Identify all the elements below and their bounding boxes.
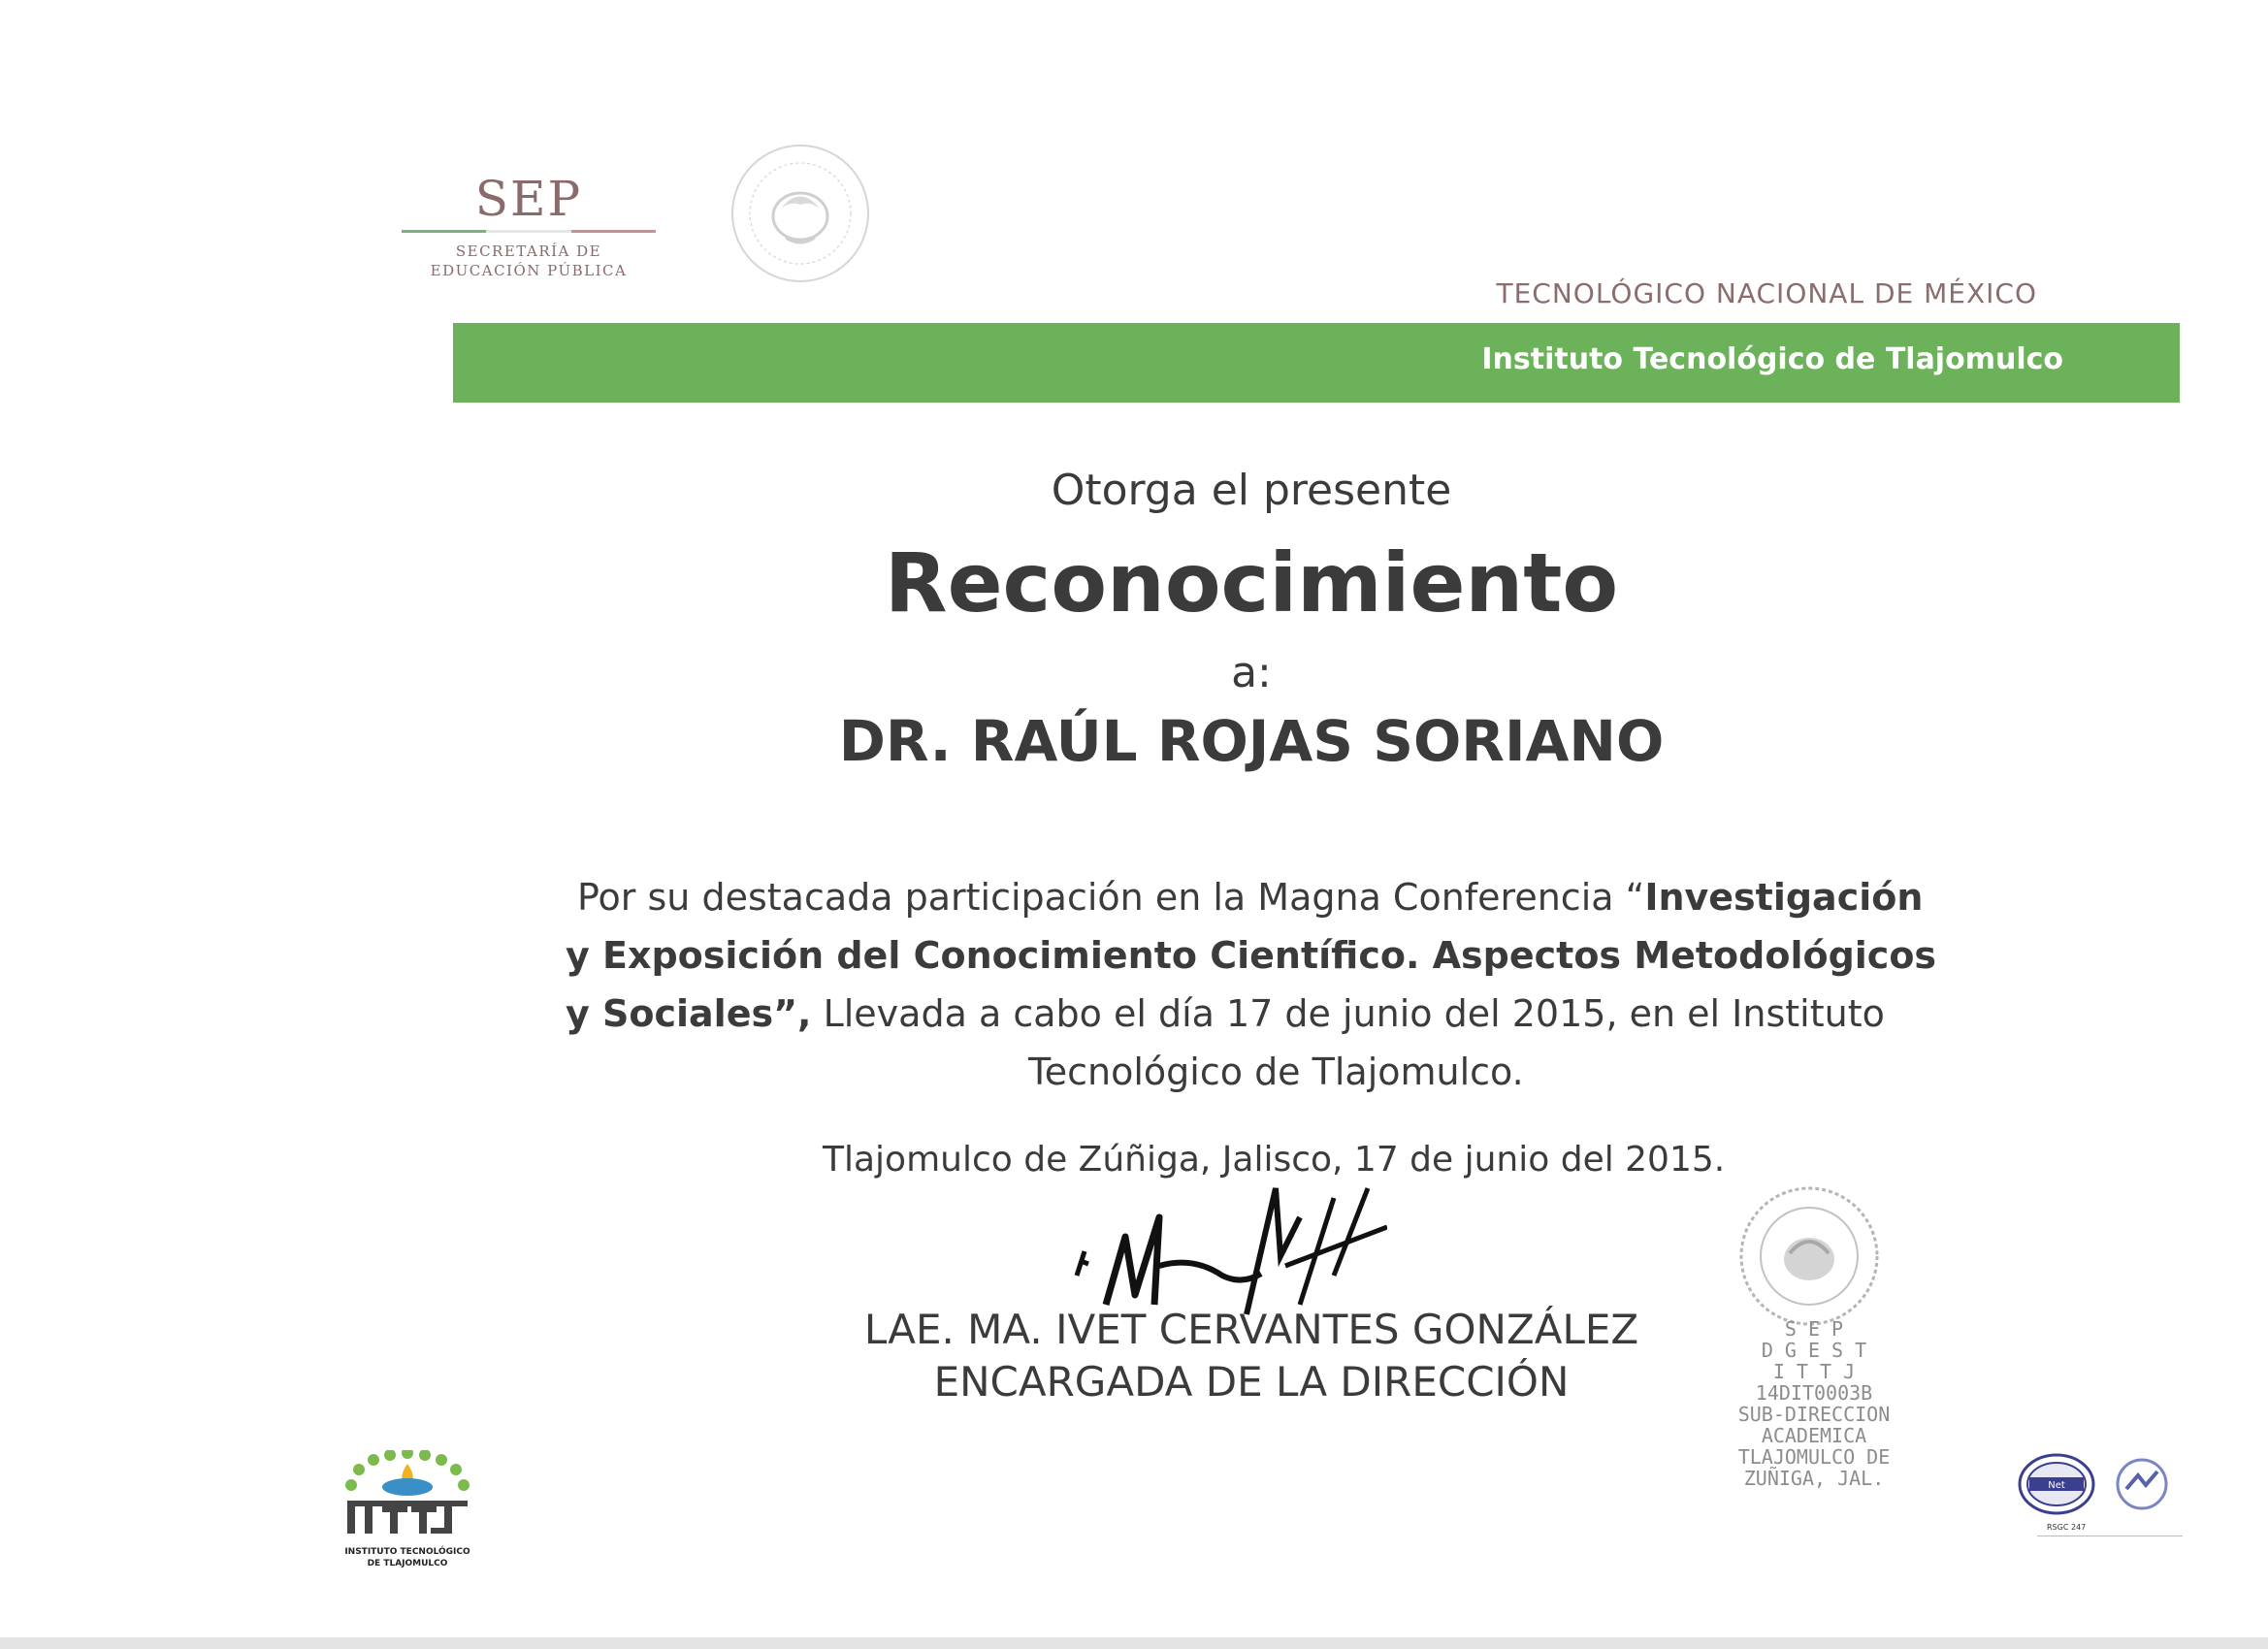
- sep-rule-white: [486, 230, 571, 233]
- sep-subtitle-line1: SECRETARÍA DE: [455, 242, 602, 260]
- stamp-line-7: TLAJOMULCO DE: [1737, 1445, 1891, 1469]
- ittj-logo: [330, 1450, 485, 1576]
- sep-subtitle-line2: EDUCACIÓN PÚBLICA: [430, 262, 628, 279]
- cert-fineprint: [2037, 1536, 2183, 1554]
- handwritten-signature: [1067, 1159, 1387, 1324]
- body-line-2-bold: y Exposición del Conocimiento Científico. Aspectos Metodológicos: [566, 934, 1937, 977]
- network-name: TECNOLÓGICO NACIONAL DE MÉXICO: [1496, 277, 2037, 309]
- body-line-1-bold: Investigación: [1644, 876, 1924, 919]
- sep-rule-green: [402, 230, 486, 233]
- recipient-prefix: a:: [1231, 648, 1272, 697]
- honoree-name: DR. RAÚL ROJAS SORIANO: [838, 708, 1665, 774]
- stamp-line-8: ZUÑIGA, JAL.: [1743, 1467, 1885, 1490]
- sep-acronym: SEP: [474, 171, 583, 227]
- body-line-3-bold: y Sociales”,: [566, 992, 812, 1035]
- institute-band: [453, 323, 2180, 403]
- intro-text: Otorga el presente: [1051, 466, 1452, 515]
- ittj-emblem-icon: [330, 1450, 485, 1547]
- body-line-1-plain: Por su destacada participación en la Magna Conferencia “: [577, 876, 1645, 919]
- scan-edge: [0, 1637, 2268, 1649]
- stamp-line-4: 14DIT0003B: [1755, 1381, 1873, 1405]
- iqnet-badge-icon: [2018, 1450, 2183, 1518]
- sep-rule-red: [571, 230, 656, 233]
- place-date: Tlajomulco de Zúñiga, Jalisco, 17 de junio del 2015.: [823, 1140, 1726, 1180]
- stamp-line-1: S E P: [1784, 1317, 1844, 1341]
- institute-name: Instituto Tecnológico de Tlajomulco: [1481, 342, 2063, 376]
- body-line-3: [566, 985, 2021, 1043]
- stamp-line-6: ACADEMICA: [1761, 1424, 1867, 1447]
- cert-net-label: Net: [2048, 1480, 2065, 1491]
- ittj-caption-2: DE TLAJOMULCO: [367, 1559, 448, 1568]
- certification-badges: [2018, 1450, 2183, 1557]
- body-line-4-plain: Tecnológico de Tlajomulco.: [1028, 1051, 1524, 1093]
- stamp-line-5: SUB-DIRECCION: [1737, 1403, 1891, 1426]
- body-line-2: [566, 926, 2021, 985]
- certificate-title: Reconocimiento: [884, 535, 1619, 630]
- sep-logo: [402, 165, 656, 291]
- stamp-line-3: I T T J: [1772, 1360, 1856, 1383]
- body-line-4: [1028, 1043, 2268, 1101]
- stamp-seal-icon: [1736, 1183, 1882, 1329]
- stamp-line-2: D G E S T: [1761, 1339, 1867, 1362]
- signer-position: ENCARGADA DE LA DIRECCIÓN: [933, 1358, 1570, 1406]
- ittj-caption-1: INSTITUTO TECNOLÓGICO: [344, 1547, 470, 1557]
- body-line-1: [577, 868, 2032, 926]
- coat-of-arms-icon: [728, 141, 873, 286]
- body-line-3-plain: Llevada a cabo el día 17 de junio del 2015, en el Instituto: [811, 992, 1885, 1035]
- signer-name: LAE. MA. IVET CERVANTES GONZÁLEZ: [863, 1306, 1639, 1353]
- official-stamp: [1736, 1183, 1911, 1504]
- cert-code: RSGC 247: [2047, 1523, 2087, 1532]
